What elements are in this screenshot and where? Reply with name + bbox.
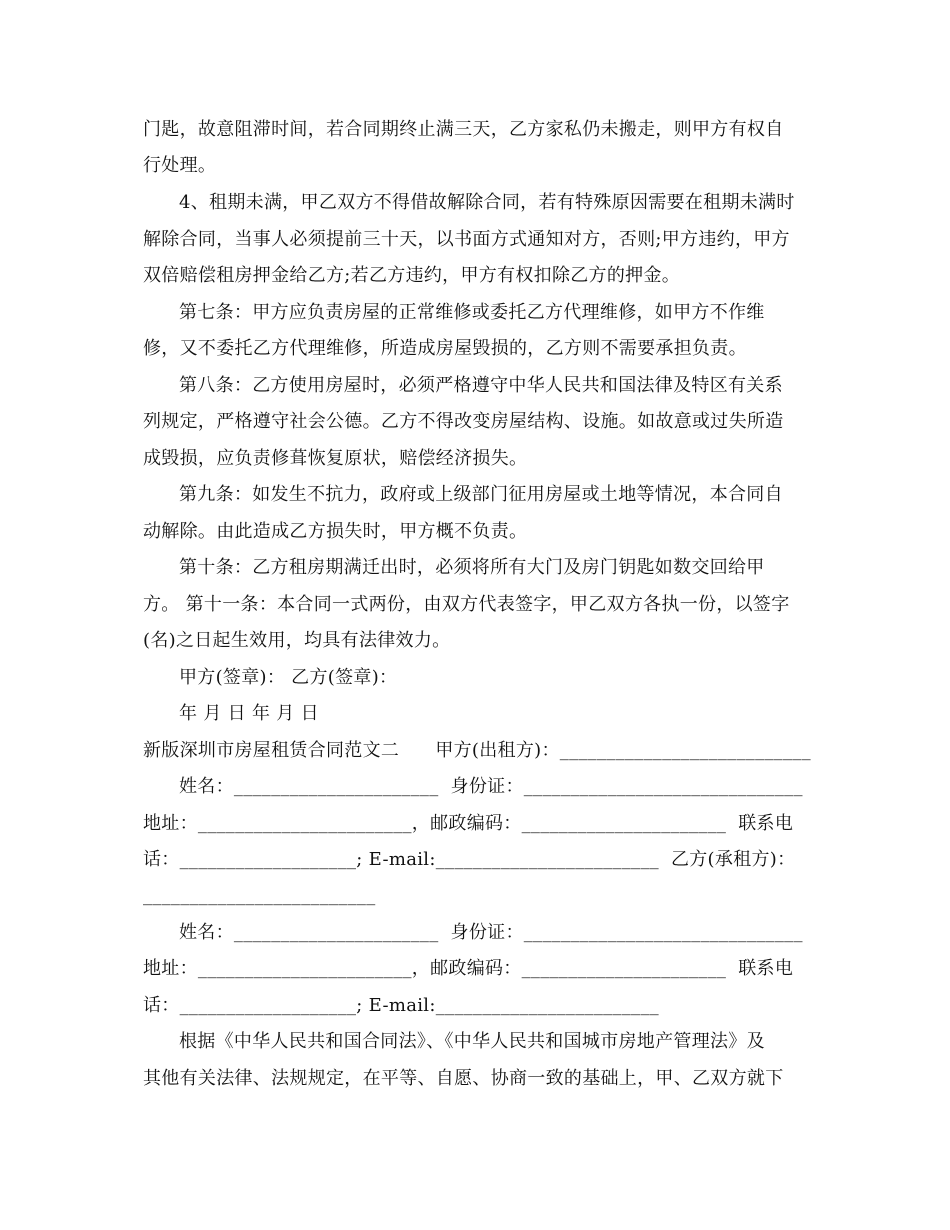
text-line: 列规定，严格遵守社会公德。乙方不得改变房屋结构、设施。如故意或过失所造 <box>143 411 784 432</box>
text-line: 其他有关法律、法规规定，在平等、自愿、协商一致的基础上，甲、乙双方就下 <box>143 1068 784 1089</box>
form-line: 姓名：______________________ 身份证：______________________________ <box>179 776 803 797</box>
text-line: 成毁损，应负责修葺恢复原状，赔偿经济损失。 <box>143 448 528 469</box>
text-line: 修，又不委托乙方代理维修，所造成房屋毁损的，乙方则不需要承担负责。 <box>143 338 747 359</box>
form-line: 姓名：______________________ 身份证：______________________________ <box>179 922 803 943</box>
text-line: 第九条：如发生不抗力，政府或上级部门征用房屋或土地等情况，本合同自 <box>179 484 783 505</box>
text-line: 方。 第十一条：本合同一式两份，由双方代表签字，甲乙双方各执一份，以签字 <box>143 594 790 615</box>
text-line: 根据《中华人民共和国合同法》、《中华人民共和国城市房地产管理法》及 <box>179 1031 765 1052</box>
text-line: (名)之日起生效用，均具有法律效力。 <box>143 630 451 651</box>
form-line: 地址：_______________________，邮政编码：______________________ 联系电 <box>143 813 794 834</box>
text-line: 解除合同，当事人必须提前三十天，以书面方式通知对方，否则;甲方违约，甲方 <box>143 229 790 250</box>
form-line: 话：___________________; E-mail:________________________ <box>143 995 659 1016</box>
section-title-line: 新版深圳市房屋租赁合同范文二 甲方(出租方)：___________________________ <box>143 740 811 761</box>
text-line: 动解除。由此造成乙方损失时，甲方概不负责。 <box>143 521 528 542</box>
text-line: 第七条：甲方应负责房屋的正常维修或委托乙方代理维修，如甲方不作维 <box>179 302 765 323</box>
form-line: 地址：_______________________，邮政编码：______________________ 联系电 <box>143 958 794 979</box>
date-line: 年 月 日 年 月 日 <box>179 703 319 724</box>
text-line: 门匙，故意阻滞时间，若合同期终止满三天，乙方家私仍未搬走，则甲方有权自 <box>143 119 784 140</box>
text-line: 第八条：乙方使用房屋时，必须严格遵守中华人民共和国法律及特区有关系 <box>179 375 783 396</box>
form-line: _________________________ <box>143 885 376 906</box>
text-line: 行处理。 <box>143 155 217 176</box>
signature-line: 甲方(签章)： 乙方(签章)： <box>179 667 398 688</box>
text-line: 4、租期未满，甲乙双方不得借故解除合同，若有特殊原因需要在租期未满时 <box>179 192 795 213</box>
form-line: 话：___________________; E-mail:________________________ 乙方(承租方)： <box>143 849 796 870</box>
text-line: 第十条：乙方租房期满迁出时，必须将所有大门及房门钥匙如数交回给甲 <box>179 557 765 578</box>
text-line: 双倍赔偿租房押金给乙方;若乙方违约，甲方有权扣除乙方的押金。 <box>143 265 681 286</box>
